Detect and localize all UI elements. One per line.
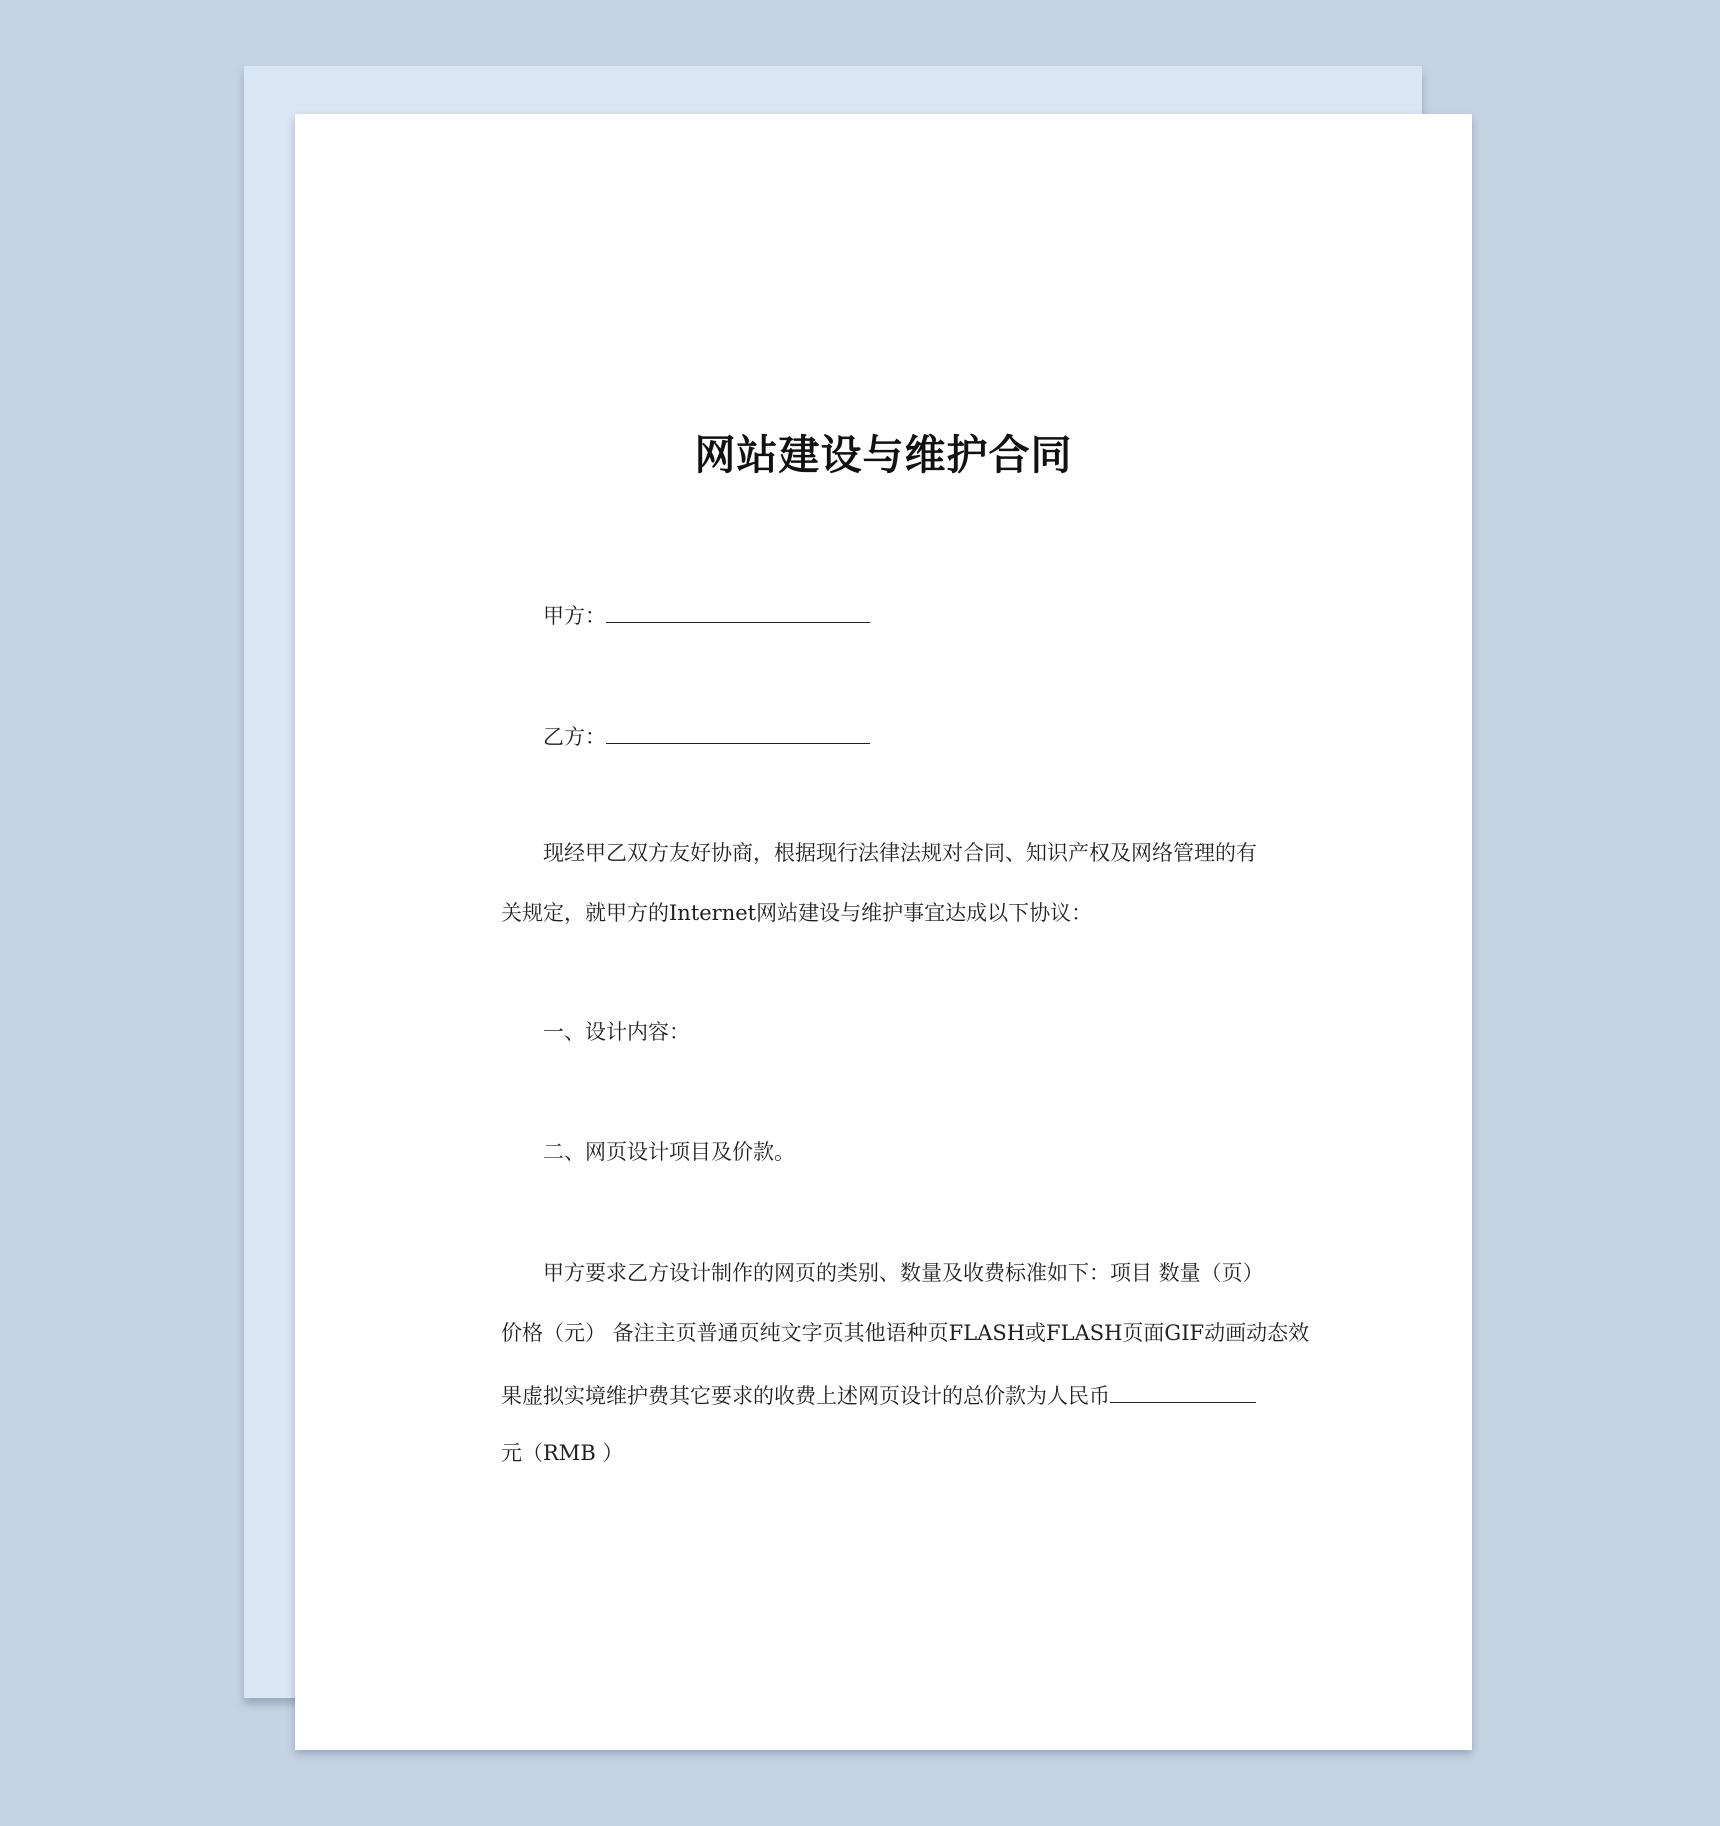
document-title: 网站建设与维护合同	[694, 431, 1073, 479]
party-a-row	[543, 598, 870, 631]
intro-paragraph-line-1: 现经甲乙双方友好协商，根据现行法律法规对合同、知识产权及网络管理的有	[543, 841, 1257, 865]
pricing-paragraph-line-3-row	[501, 1378, 1256, 1411]
party-b-row	[543, 719, 870, 752]
intro-paragraph-line-2: 关规定，就甲方的Internet网站建设与维护事宜达成以下协议：	[501, 901, 1093, 925]
party-b-blank	[606, 719, 870, 744]
party-b-label: 乙方：	[543, 725, 606, 749]
contract-page	[295, 114, 1472, 1750]
party-a-blank	[606, 598, 870, 623]
party-a-label: 甲方：	[543, 604, 606, 628]
pricing-paragraph-line-1: 甲方要求乙方设计制作的网页的类别、数量及收费标准如下：项目 数量（页）	[543, 1261, 1264, 1285]
pricing-paragraph-line-3: 果虚拟实境维护费其它要求的收费上述网页设计的总价款为人民币	[501, 1384, 1110, 1408]
section-heading-pricing: 二、网页设计项目及价款。	[543, 1140, 795, 1164]
section-heading-design-content: 一、设计内容：	[543, 1020, 690, 1044]
pricing-paragraph-line-2: 价格（元） 备注主页普通页纯文字页其他语种页FLASH或FLASH页面GIF动画动态效	[501, 1321, 1310, 1345]
total-amount-blank	[1110, 1378, 1256, 1403]
pricing-paragraph-line-4: 元（RMB ）	[501, 1441, 624, 1465]
